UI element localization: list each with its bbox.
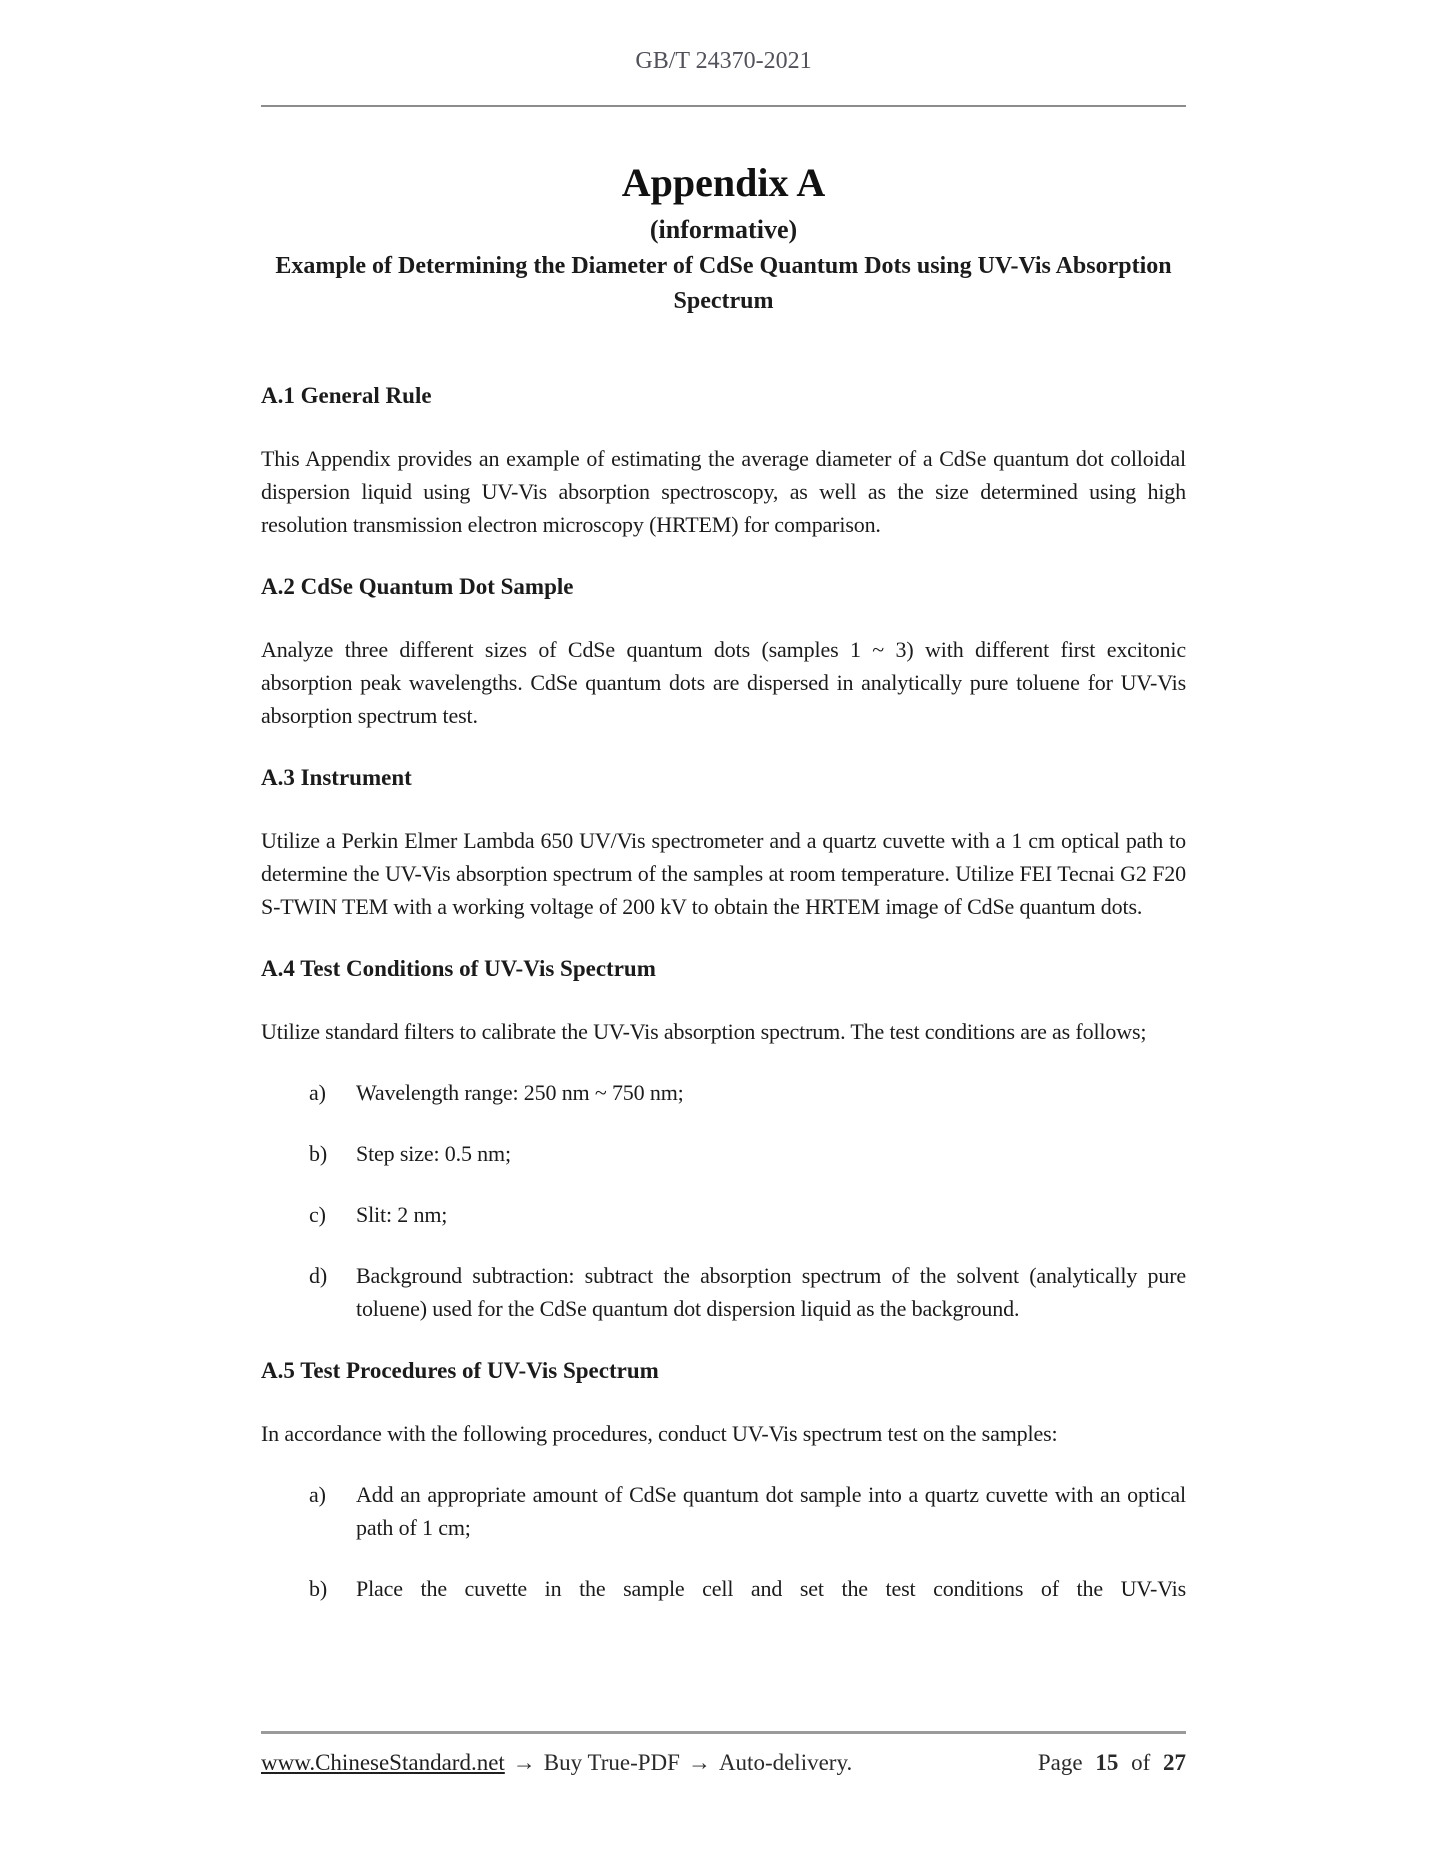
list-item-text: Wavelength range: 250 nm ~ 750 nm; bbox=[356, 1080, 684, 1105]
list-item-label: c) bbox=[309, 1202, 326, 1227]
footer-left bbox=[261, 1748, 860, 1778]
list-item-label: d) bbox=[309, 1263, 328, 1288]
footer-page-current: 15 bbox=[1095, 1750, 1119, 1775]
list-item-text: Place the cuvette in the sample cell and set the test conditions of the UV-Vis bbox=[356, 1576, 1186, 1601]
section-heading: A.1 General Rule bbox=[261, 383, 432, 408]
sections bbox=[261, 379, 1186, 1605]
list-item-text: Background subtraction: subtract the absorption spectrum of the solvent (analytically pure toluene) used for the CdSe quantum dot dispersion liquid as the background. bbox=[356, 1263, 1186, 1321]
list-item-text: Step size: 0.5 nm; bbox=[356, 1141, 511, 1166]
footer-page-label: Page bbox=[1037, 1750, 1083, 1775]
list-item-text: Slit: 2 nm; bbox=[356, 1202, 448, 1227]
appendix-subtitle-line-2: Spectrum bbox=[673, 288, 774, 314]
list-item bbox=[261, 1572, 1186, 1605]
header-rule bbox=[261, 105, 1186, 107]
page-footer bbox=[261, 1731, 1186, 1778]
list-item bbox=[261, 1478, 1186, 1544]
footer-website-link[interactable]: www.ChineseStandard.net bbox=[261, 1750, 505, 1775]
list-item bbox=[261, 1259, 1186, 1325]
paragraph: Utilize standard filters to calibrate the UV-Vis absorption spectrum. The test conditions are as follows; bbox=[261, 1019, 1147, 1044]
appendix-subtitle-line-1: Example of Determining the Diameter of CdSe Quantum Dots using UV-Vis Absorption bbox=[275, 253, 1172, 279]
list-item-label: a) bbox=[309, 1482, 326, 1507]
footer-page-total: 27 bbox=[1163, 1750, 1186, 1775]
paragraph: This Appendix provides an example of estimating the average diameter of a CdSe quantum dot colloidal dispersion liquid using UV-Vis absorption spectroscopy, as well as the size determined using high resolution transmission electron microscopy (HRTEM) for comparison. bbox=[261, 446, 1186, 537]
appendix-subtitle-informative: (informative) bbox=[649, 215, 798, 244]
list-item bbox=[261, 1137, 1186, 1170]
list-item-text: Add an appropriate amount of CdSe quantum dot sample into a quartz cuvette with an optical path of 1 cm; bbox=[356, 1482, 1186, 1540]
section-heading: A.3 Instrument bbox=[261, 765, 412, 790]
list-item bbox=[261, 1076, 1186, 1109]
footer-page-indicator bbox=[1038, 1748, 1186, 1778]
list-item-label: b) bbox=[309, 1141, 328, 1166]
arrow-right-icon: → bbox=[512, 1750, 536, 1775]
appendix-title: Appendix A bbox=[621, 160, 826, 205]
footer-row bbox=[261, 1748, 1186, 1778]
paragraph: Utilize a Perkin Elmer Lambda 650 UV/Vis spectrometer and a quartz cuvette with a 1 cm optical path to determine the UV-Vis absorption spectrum of the samples at room temperature. Utilize FEI Tecnai G2 F20 S-TWIN TEM with a working voltage of 200 kV to obtain the HRTEM image of CdSe quantum dots. bbox=[261, 828, 1186, 919]
section-heading: A.5 Test Procedures of UV-Vis Spectrum bbox=[261, 1358, 659, 1383]
document-number-header: GB/T 24370-2021 bbox=[635, 48, 812, 74]
footer-of-label: of bbox=[1131, 1750, 1151, 1775]
paragraph: Analyze three different sizes of CdSe quantum dots (samples 1 ~ 3) with different first excitonic absorption peak wavelengths. CdSe quantum dots are dispersed in analytically pure toluene for UV-Vis absorption spectrum test. bbox=[261, 637, 1186, 728]
list-item-label: a) bbox=[309, 1080, 326, 1105]
arrow-right-icon: → bbox=[687, 1750, 711, 1775]
footer-delivery-label: Auto-delivery. bbox=[718, 1750, 853, 1775]
section-heading: A.4 Test Conditions of UV-Vis Spectrum bbox=[261, 956, 656, 981]
section-heading: A.2 CdSe Quantum Dot Sample bbox=[261, 574, 574, 599]
footer-buy-label: Buy True-PDF bbox=[543, 1750, 680, 1775]
paragraph: In accordance with the following procedures, conduct UV-Vis spectrum test on the samples: bbox=[261, 1421, 1058, 1446]
list-item bbox=[261, 1198, 1186, 1231]
page-content bbox=[261, 0, 1186, 1605]
list-item-label: b) bbox=[309, 1576, 328, 1601]
